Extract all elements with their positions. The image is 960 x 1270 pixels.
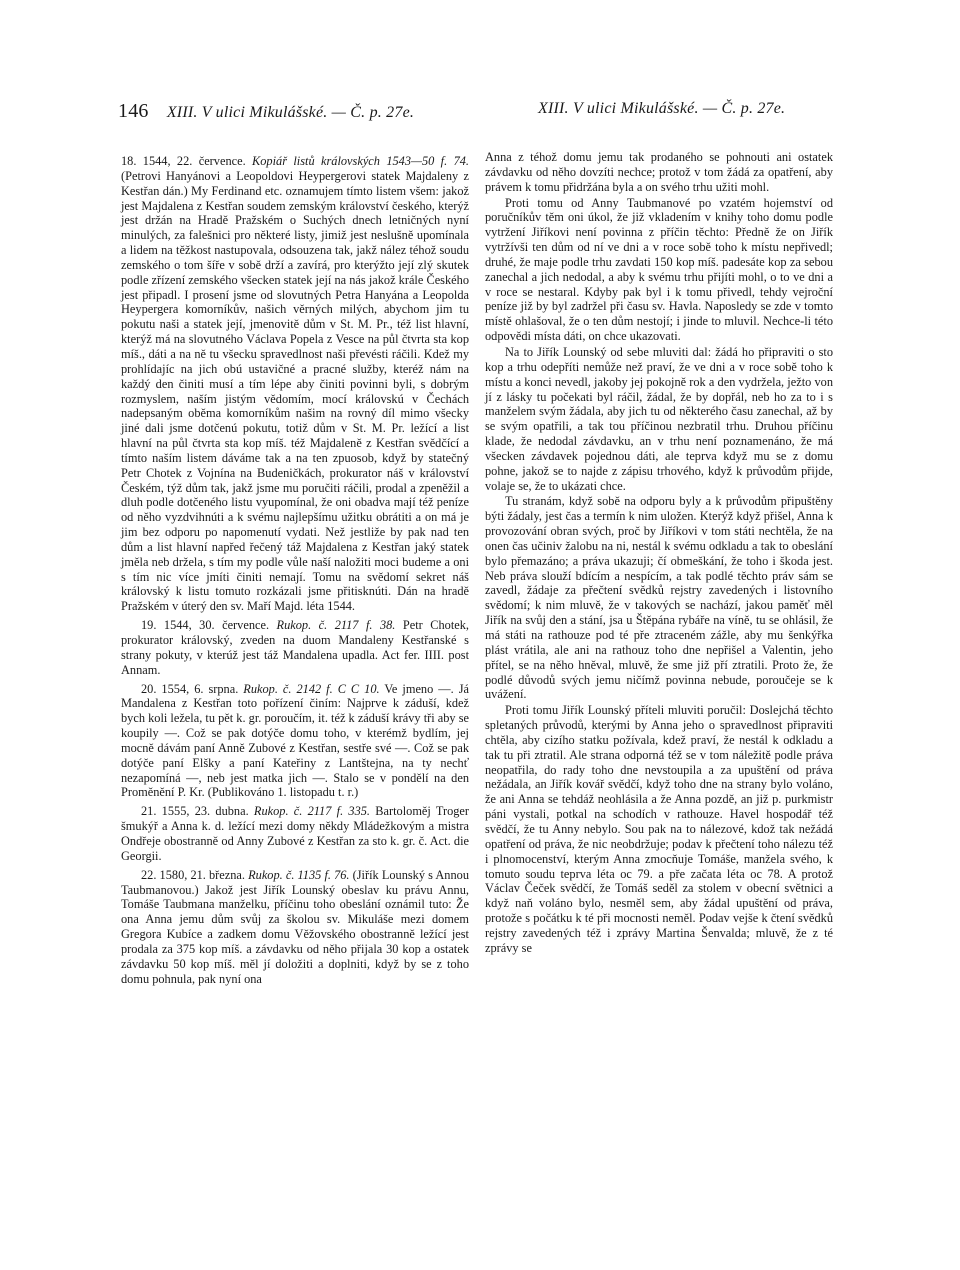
entry-text: Ve jmeno —. Já Mandalena z Kestřan toto pořízení činím: Najprve k záduší, kdež bych koli ležela, tu pět k. gr. poroučím, it. též k záduší krávy tři aby se koupily —. Což se pak dotýče domu toho, v kterémž bydlím, jej mocně dávám paní Anně Zubové z Kestřan, sestře své —. Což se pak dotýče paní Elšky a paní Kateřiny z Lantštejna, na ty nechť nezapomíná —, neb jest matka jich —. Stalo se v pondělí na den Proměnění P. Kr. (Publikováno 1. listopadu t. r.) bbox=[121, 681, 469, 800]
paragraph: Anna z téhož domu jemu tak prodaného se pohnouti ani ostatek závdavku od něho dovzíti nechce; protož v tom žádá za opatření, aby právem k tomu přidržána byla a on svého trhu užiti mohl. bbox=[485, 150, 833, 194]
page-number: 146 bbox=[118, 100, 149, 122]
entry-source: Rukop. č. 2117 f. 38. bbox=[276, 618, 396, 633]
entry-source: Rukop. č. 1135 f. 76. bbox=[248, 867, 350, 882]
entry-heading: 20. 1554, 6. srpna. bbox=[141, 681, 244, 696]
running-header-right bbox=[538, 100, 785, 130]
running-title-left: XIII. V ulici Mikulášské. — Č. p. 27e. bbox=[166, 104, 415, 121]
right-column bbox=[485, 150, 833, 956]
paragraph: Proti tomu od Anny Taubmanové po vzatém hojemství od poručníkův těm oni úkol, že již vkladením v knihy toho domu podle vytržení Jiříkovi není povinna z příčin těchto: Předně že on Jiřík vytržívši ten dům od ní ve dni a v roce sobě toho k místu nepřivedl; druhé, že maje podle trhu zavdati 150 kop míš. padesáte kop za sebou zanechal a jich nedodal, a aby k svému trhu přijíti mohl, o to ve dni a v roce se nestaral. Kdyby pak byl i k tomu přivedl, tehdy vejroční peníze již by byl zadržel při času sv. Havla. Naposledy se zde v tomto místě ohlašoval, že o ten dům nestojí; i jinde to mluvil. Nechce-li této odpovědi místa dáti, on chce ukazovati. bbox=[485, 195, 833, 344]
entry-heading: 22. 1580, 21. března. bbox=[141, 867, 249, 882]
entry-text: (Jiřík Lounský s Annou Taubmanovou.) Jakož jest Jiřík Lounský obeslav ku právu Annu, Tomáše Taubmana manželku, příčinu toho obeslání oznámil tuto: Že ona Anna jemu dům svůj za školou sv. Mikuláše mezi domem Gregora Kubíce a zadkem domu Věžovského obostranně ležící jest prodala za 375 kop míš. a závdavku od něho přijala 30 kop a ostatek závdavku 50 kop míš. měl jí doložiti a doplniti, když by se z toho domu pohnula, pak nyní ona bbox=[121, 867, 469, 986]
running-title-right: XIII. V ulici Mikulášské. — Č. p. 27e. bbox=[538, 100, 786, 117]
entry-text: Petr Chotek, prokurator královský, zveden na duom Mandaleny Kestřanské s strany pokuty, v kterúž jest táž Mandalena upadla. Act fer. IIII. post Annam. bbox=[121, 618, 469, 677]
entry-heading: 18. 1544, 22. července. bbox=[121, 154, 253, 168]
entry-heading: 21. 1555, 23. dubna. bbox=[141, 804, 254, 819]
entry-source: Kopiář listů královských 1543—50 f. 74. bbox=[252, 154, 469, 168]
paragraph: Tu stranám, když sobě na odporu byly a k průvodům připuštěny býti žádaly, jest čas a termín k nim uložen. Kterýž když přišel, Anna k provozování obran svých, proč by Jiříkovi v tom státi nechtěla, že na onen čas učiniv žalobu na ni, nestál k svému odkladu a tak to obeslání bylo přemazáno; a práva ukazuji; čí obmeškání, že toho i škoda jest. Neb práva slouží bdícím a nespícím, a tak podlé těchto práv sám se zavedl, žádaje za přečtení svědků rejstry zavedených i listovního svědomí; k nim mluvě, že v takových se nachází, jakou paměť měl Jiřík na svůj den a stání, jsa u Štěpána rybáře na víně, tu se ohlásil, že má státi na rathouze pod té pře ztraceném zážle, aby mu šenkýřka plást vrátila, ale ani na rathouz toho dne nepřišel a Valentin, jeho přítel, se na něho hněval, mluvě, že sme již pří ztratili. Proto že, že podlé důvodů svých jemu ničímž povinna nebude, poroučeje se k uvážení. bbox=[485, 494, 833, 702]
entry-heading: 19. 1544, 30. července. bbox=[141, 618, 277, 633]
entry-text: (Petrovi Hanyánovi a Leopoldovi Heypergerovi statek Majdaleny z Kestřan dán.) My Ferdinand etc. oznamujem tímto listem všem: jakož jest Majdalena z Kestřan soudem zemským království českého, kterýž jest držán na Hradě Pražském o Suchých dnech letničných nyní minulých, za falešnici pro některé listy, jimiž jest neslušně upomínala a lidem na těžkost nastupovala, odsouzena tak, jakž nález téhož soudu zemského o tom šíře v sobě drží a zavírá, pro kterýžto její zlý skutek podle zřízení zemského všecken statek její na nás jakož krále Českého jest připadl. I prosení jsme od slovutných Petra Hanyána a Leopolda Heypergera komorníkův, našich věrných milých, abychom jim tu pokutu naši a statek její, jmenovitě dům v St. M. Pr., též list hlavní, kterýž má na slovutného Václava Popela z Vesce na půl čtvrta sta kop míš., dáti a na ně tu všecku spravedlnost naši převésti ráčili. Kdež my prohlídajíc na jich obú ustavičné a pracné služby, kteréž nám na každý den činiti musí a tím lépe aby činiti povinni byli, s dobrým rozmyslem, naším jistým vědomím, mocí královskú v Čechách nadepsaným oběma komorníkům našim na rovný díl mimo všecky jiné dali jsme dotčenú pokutu, totiž dům v St. M. Pr. ležící a list hlavní na půl čtvrta sta kop míš. též Majdaleně z Kestřan svědčící a tímto naším listem dáváme tak a na ten zpuosob, když by statečný Petr Chotek z Vojnína na Budeničkách, prokurator náš v království Českém, týž dům tak, jakž jsme mu poručiti ráčili, prodal a zpeněžil a dluh podle dotčeného listu vyupomínal, že oni obadva mají též peníze od něho vyzdvihnúti a k svému najlepšímu užitku obrátiti a on má je jim bez odporu po napomenutí vydati. Než jestliže by pak nad ten dům a list hlavní napřed řečený táž Majdalena z Kestřan jaký statek jměla neb držela, s tím my podle vůle naší naložiti moci budeme a oni s tím nic více jmíti činiti nemají. Tomu na svědomí sekret náš královský k listu tomuto rozkázali jsme přitisknúti. Dán na hradě Pražském v úterý den sv. Maří Majd. léta 1544. bbox=[121, 168, 469, 614]
document-entry bbox=[121, 868, 469, 987]
entry-source: Rukop. č. 2117 f. 335. bbox=[253, 804, 371, 819]
left-column bbox=[121, 150, 469, 986]
document-entry bbox=[121, 618, 469, 677]
paragraph: Proti tomu Jiřík Lounský příteli mluviti poručil: Doslejchá těchto spletaných průvodů, kterými by Anna jeho o spravedlnost připraviti chtěla, aby cizího statku požívala, kdež praví, že nestál k odkladu a tak tu při ztratil. Ale strana odporná též se v tom náležitě podle práva neopatřila, do rady toho dne nevstoupila a za upuštění od práva nežádala, an Jiřík kovář svědčí, když toho dne na strany bylo voláno, že ani Anna se tehdáž neohlásila a že Anna pozdě, an již p. purkmistr páni vystali, potkal na schodích v rathouze. Havel hospodář též svědčí, že tu Anny nebylo. Sou pak na to nálezové, kdož tak nežádá opatření od práva, že nic neobdržuje; podav k přečtení toho nálezu též i plnomocenství, kterým Anna zmocňuje Tomáše, manžela svého, k tomuto soudu teprva léta oc 79. a pře začata léta oc 78. A protož Václav Čeček svědčí, že Tomáš seděl za stolem v obecní světnici a když naň voláno bylo, nesměl sem, aby žádal upuštění od práva, protože s počátku k té při mocnosti neměl. Podav vejše k čtení svědků rejstry zavedených též i zprávy Martina Šenvalda; mluvě, že z té zprávy se bbox=[485, 703, 833, 955]
document-entry bbox=[121, 154, 469, 614]
running-header-left bbox=[118, 100, 414, 130]
entry-source: Rukop. č. 2142 f. C C 10. bbox=[243, 681, 380, 696]
document-entry bbox=[121, 804, 469, 863]
document-entry bbox=[121, 682, 469, 801]
entry-text: Bartoloměj Troger šmukýř a Anna k. d. ležící mezi domy někdy Mládežkovým a mistra Ondřeje obostranně od Anny Zubové z Kestřan za sto k. gr. č. Act. die Georgii. bbox=[121, 804, 470, 863]
paragraph: Na to Jiřík Lounský od sebe mluviti dal: žádá ho připraviti o sto kop a trhu odepříti nemůže než praví, že ve dni a v roce sobě toho k místu a konci nevedl, jakoby jej pokojně rok a den vydržela, ježto von jí z lásky tu počekati byl ráčil, žádal, že by dopřál, neb ho za to i s manželem svým žádala, aby jich tu od některého času zanechal, až by se svým opatřili, a tak tou příčinou nezbratil trhu. Druhou příčinu klade, že nedodal závdavku, an v trhu není poznamenáno, že má všecken závdavek pojednou dáti, ale teprva když mu se z domu pohne, jakož se to najde z zápisu trhového, když k průvodům přijde, volaje se, že to ukázati chce. bbox=[485, 344, 833, 493]
